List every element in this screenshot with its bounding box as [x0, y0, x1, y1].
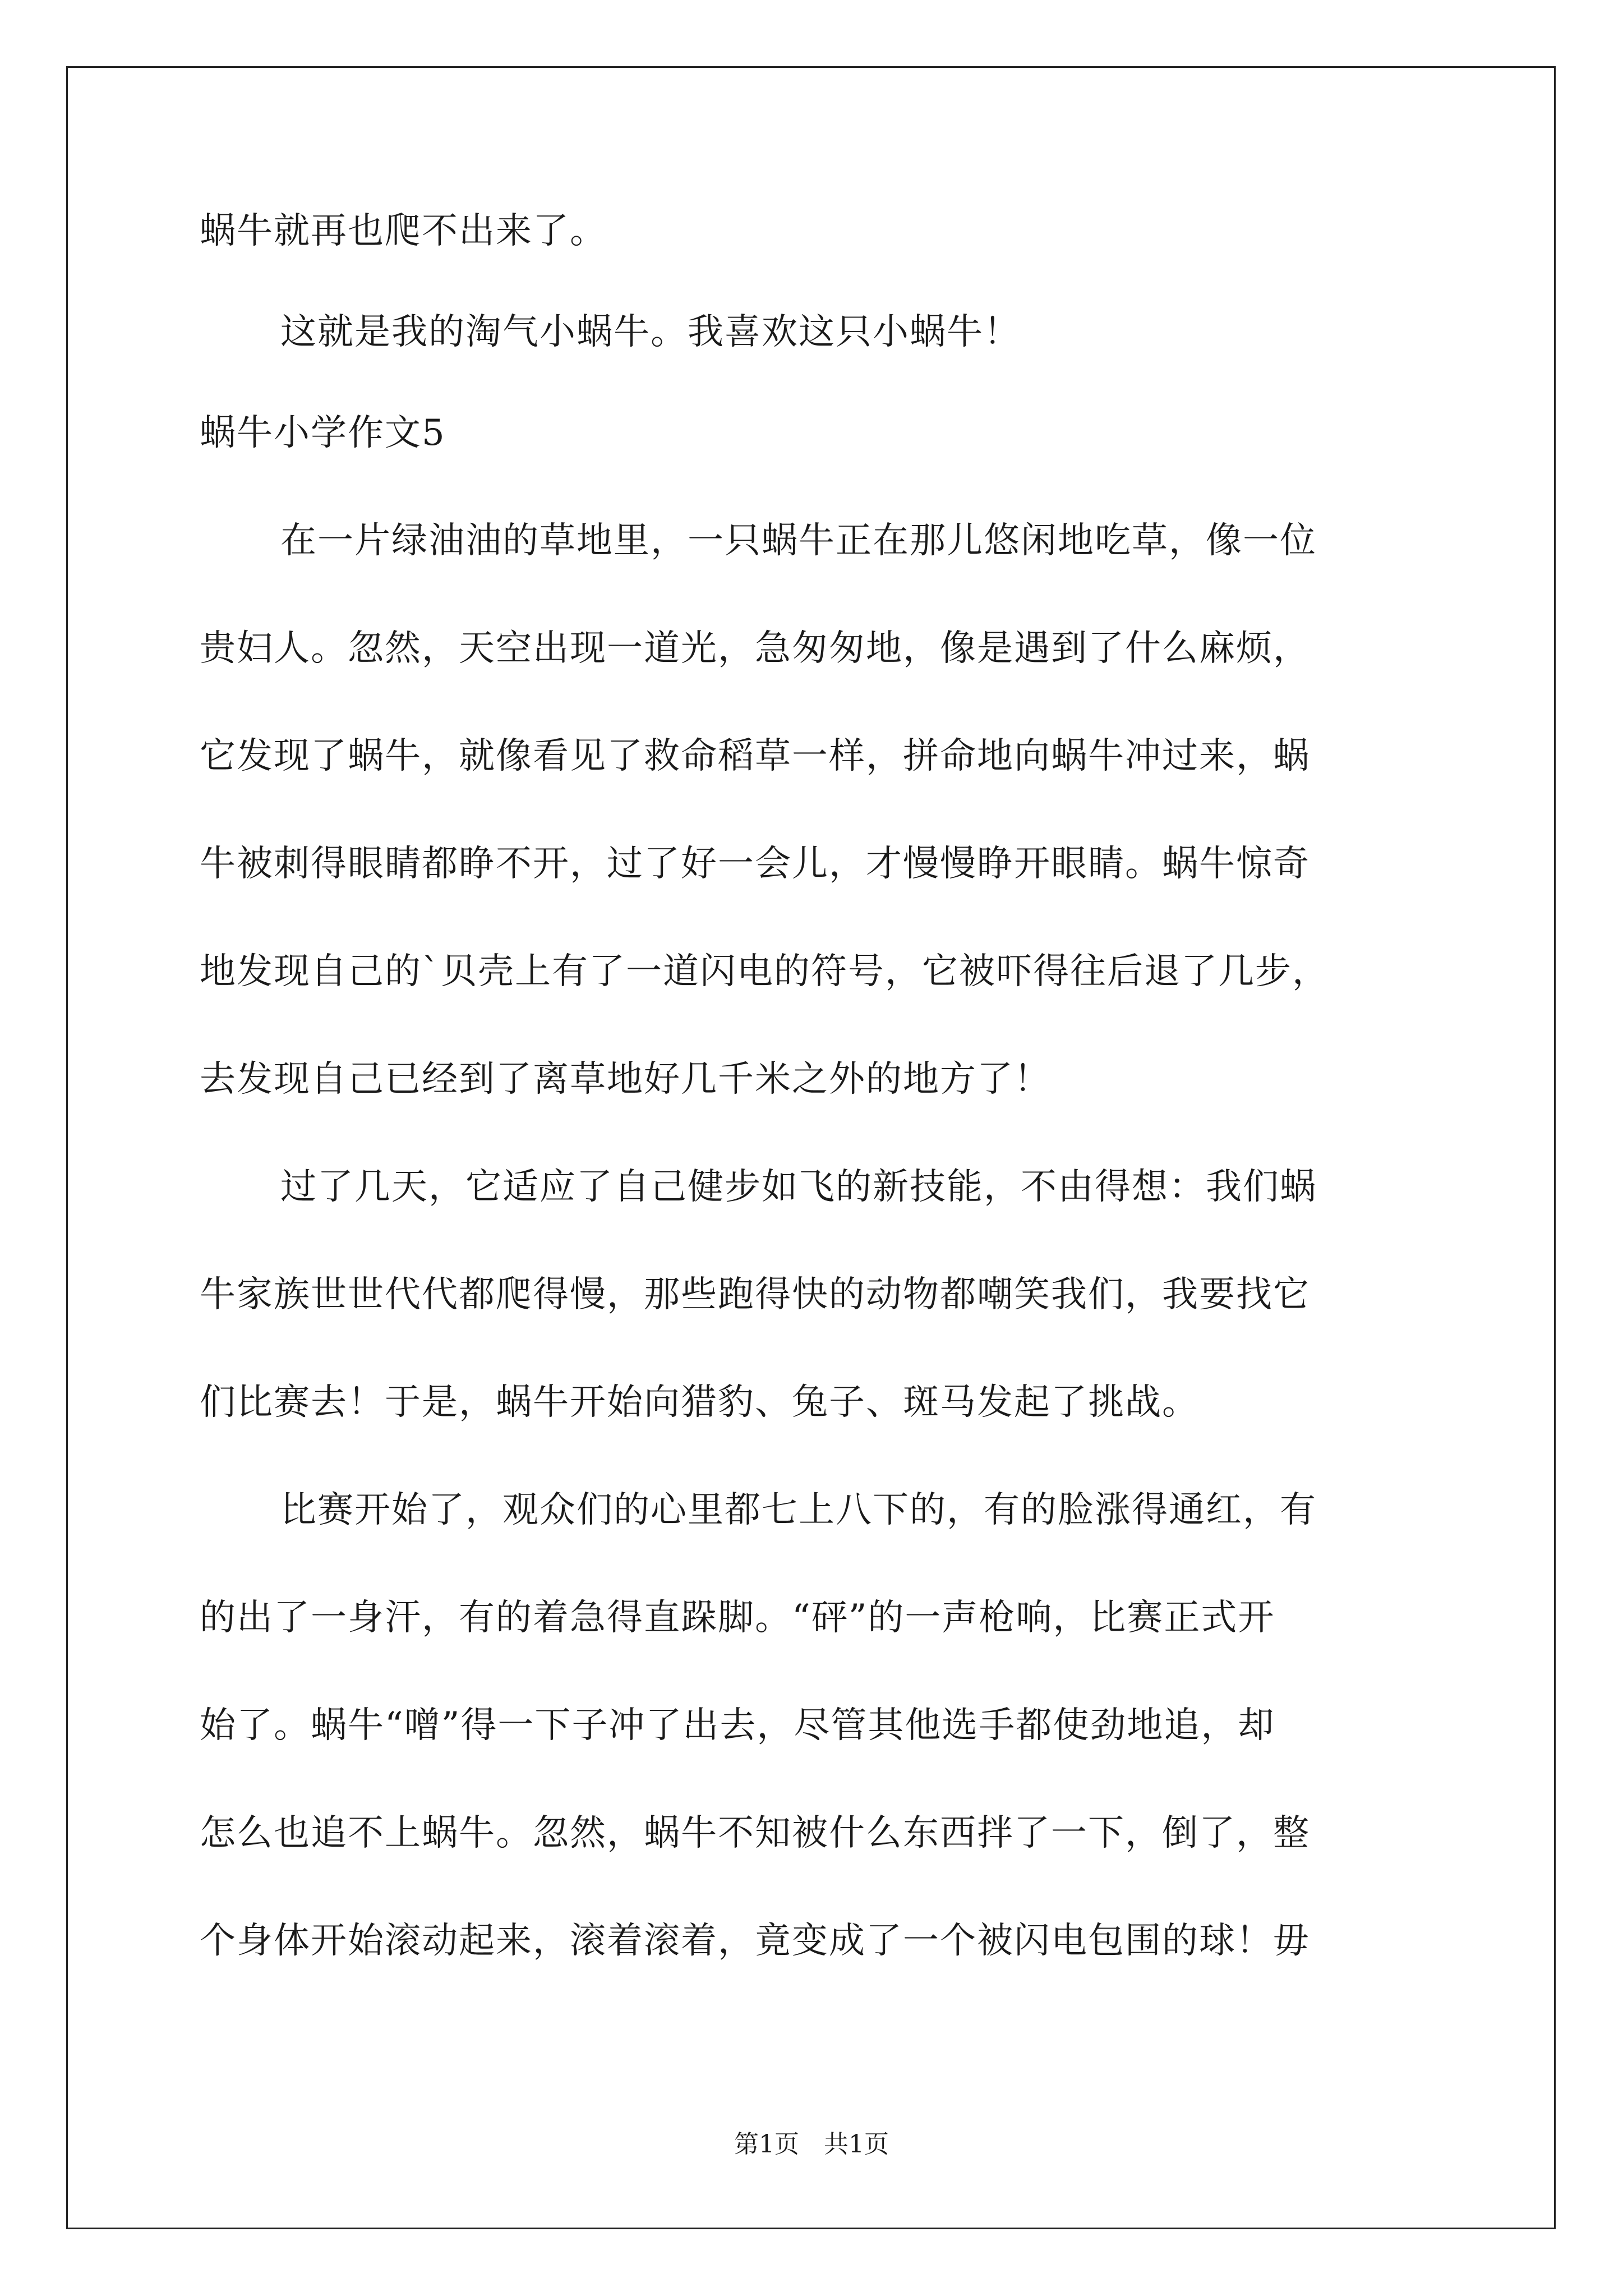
text-line: 牛家族世世代代都爬得慢，那些跑得快的动物都嘲笑我们，我要找它 [200, 1274, 1310, 1315]
text-line: 蜗牛就再也爬不出来了。 [200, 210, 607, 252]
page-footer: 第1页 共1页 [734, 2130, 889, 2159]
text-line: 牛被刺得眼睛都睁不开，过了好一会儿，才慢慢睁开眼睛。蜗牛惊奇 [200, 843, 1310, 885]
text-line: 地发现自己的`贝壳上有了一道闪电的符号，它被吓得往后退了几步， [200, 951, 1329, 992]
page-border [66, 66, 1556, 2229]
text-line: 贵妇人。忽然，天空出现一道光，急匆匆地，像是遇到了什么麻烦， [200, 628, 1310, 669]
paragraph-line: 过了几天，它适应了自己健步如飞的新技能，不由得想：我们蜗 [280, 1166, 1317, 1208]
paragraph-line: 在一片绿油油的草地里，一只蜗牛正在那儿悠闲地吃草，像一位 [280, 520, 1317, 562]
paragraph-line: 比赛开始了，观众们的心里都七上八下的，有的脸涨得通红，有 [280, 1489, 1317, 1531]
text-line: 个身体开始滚动起来，滚着滚着，竟变成了一个被闪电包围的球！毋 [200, 1920, 1310, 1962]
paragraph-line: 这就是我的淘气小蜗牛。我喜欢这只小蜗牛！ [280, 311, 1021, 353]
text-line: 怎么也追不上蜗牛。忽然，蜗牛不知被什么东西拌了一下，倒了，整 [200, 1812, 1310, 1854]
text-line: 的出了一身汗，有的着急得直跺脚。“砰”的一声枪响，比赛正式开 [200, 1597, 1275, 1639]
text-line: 始了。蜗牛“噌”得一下子冲了出去，尽管其他选手都使劲地追，却 [200, 1705, 1275, 1746]
text-line: 去发现自己已经到了离草地好几千米之外的地方了！ [200, 1059, 1051, 1100]
text-line: 它发现了蜗牛，就像看见了救命稻草一样，拼命地向蜗牛冲过来，蜗 [200, 735, 1310, 777]
section-heading: 蜗牛小学作文5 [200, 412, 446, 454]
text-line: 们比赛去！于是，蜗牛开始向猎豹、兔子、斑马发起了挑战。 [200, 1382, 1199, 1423]
